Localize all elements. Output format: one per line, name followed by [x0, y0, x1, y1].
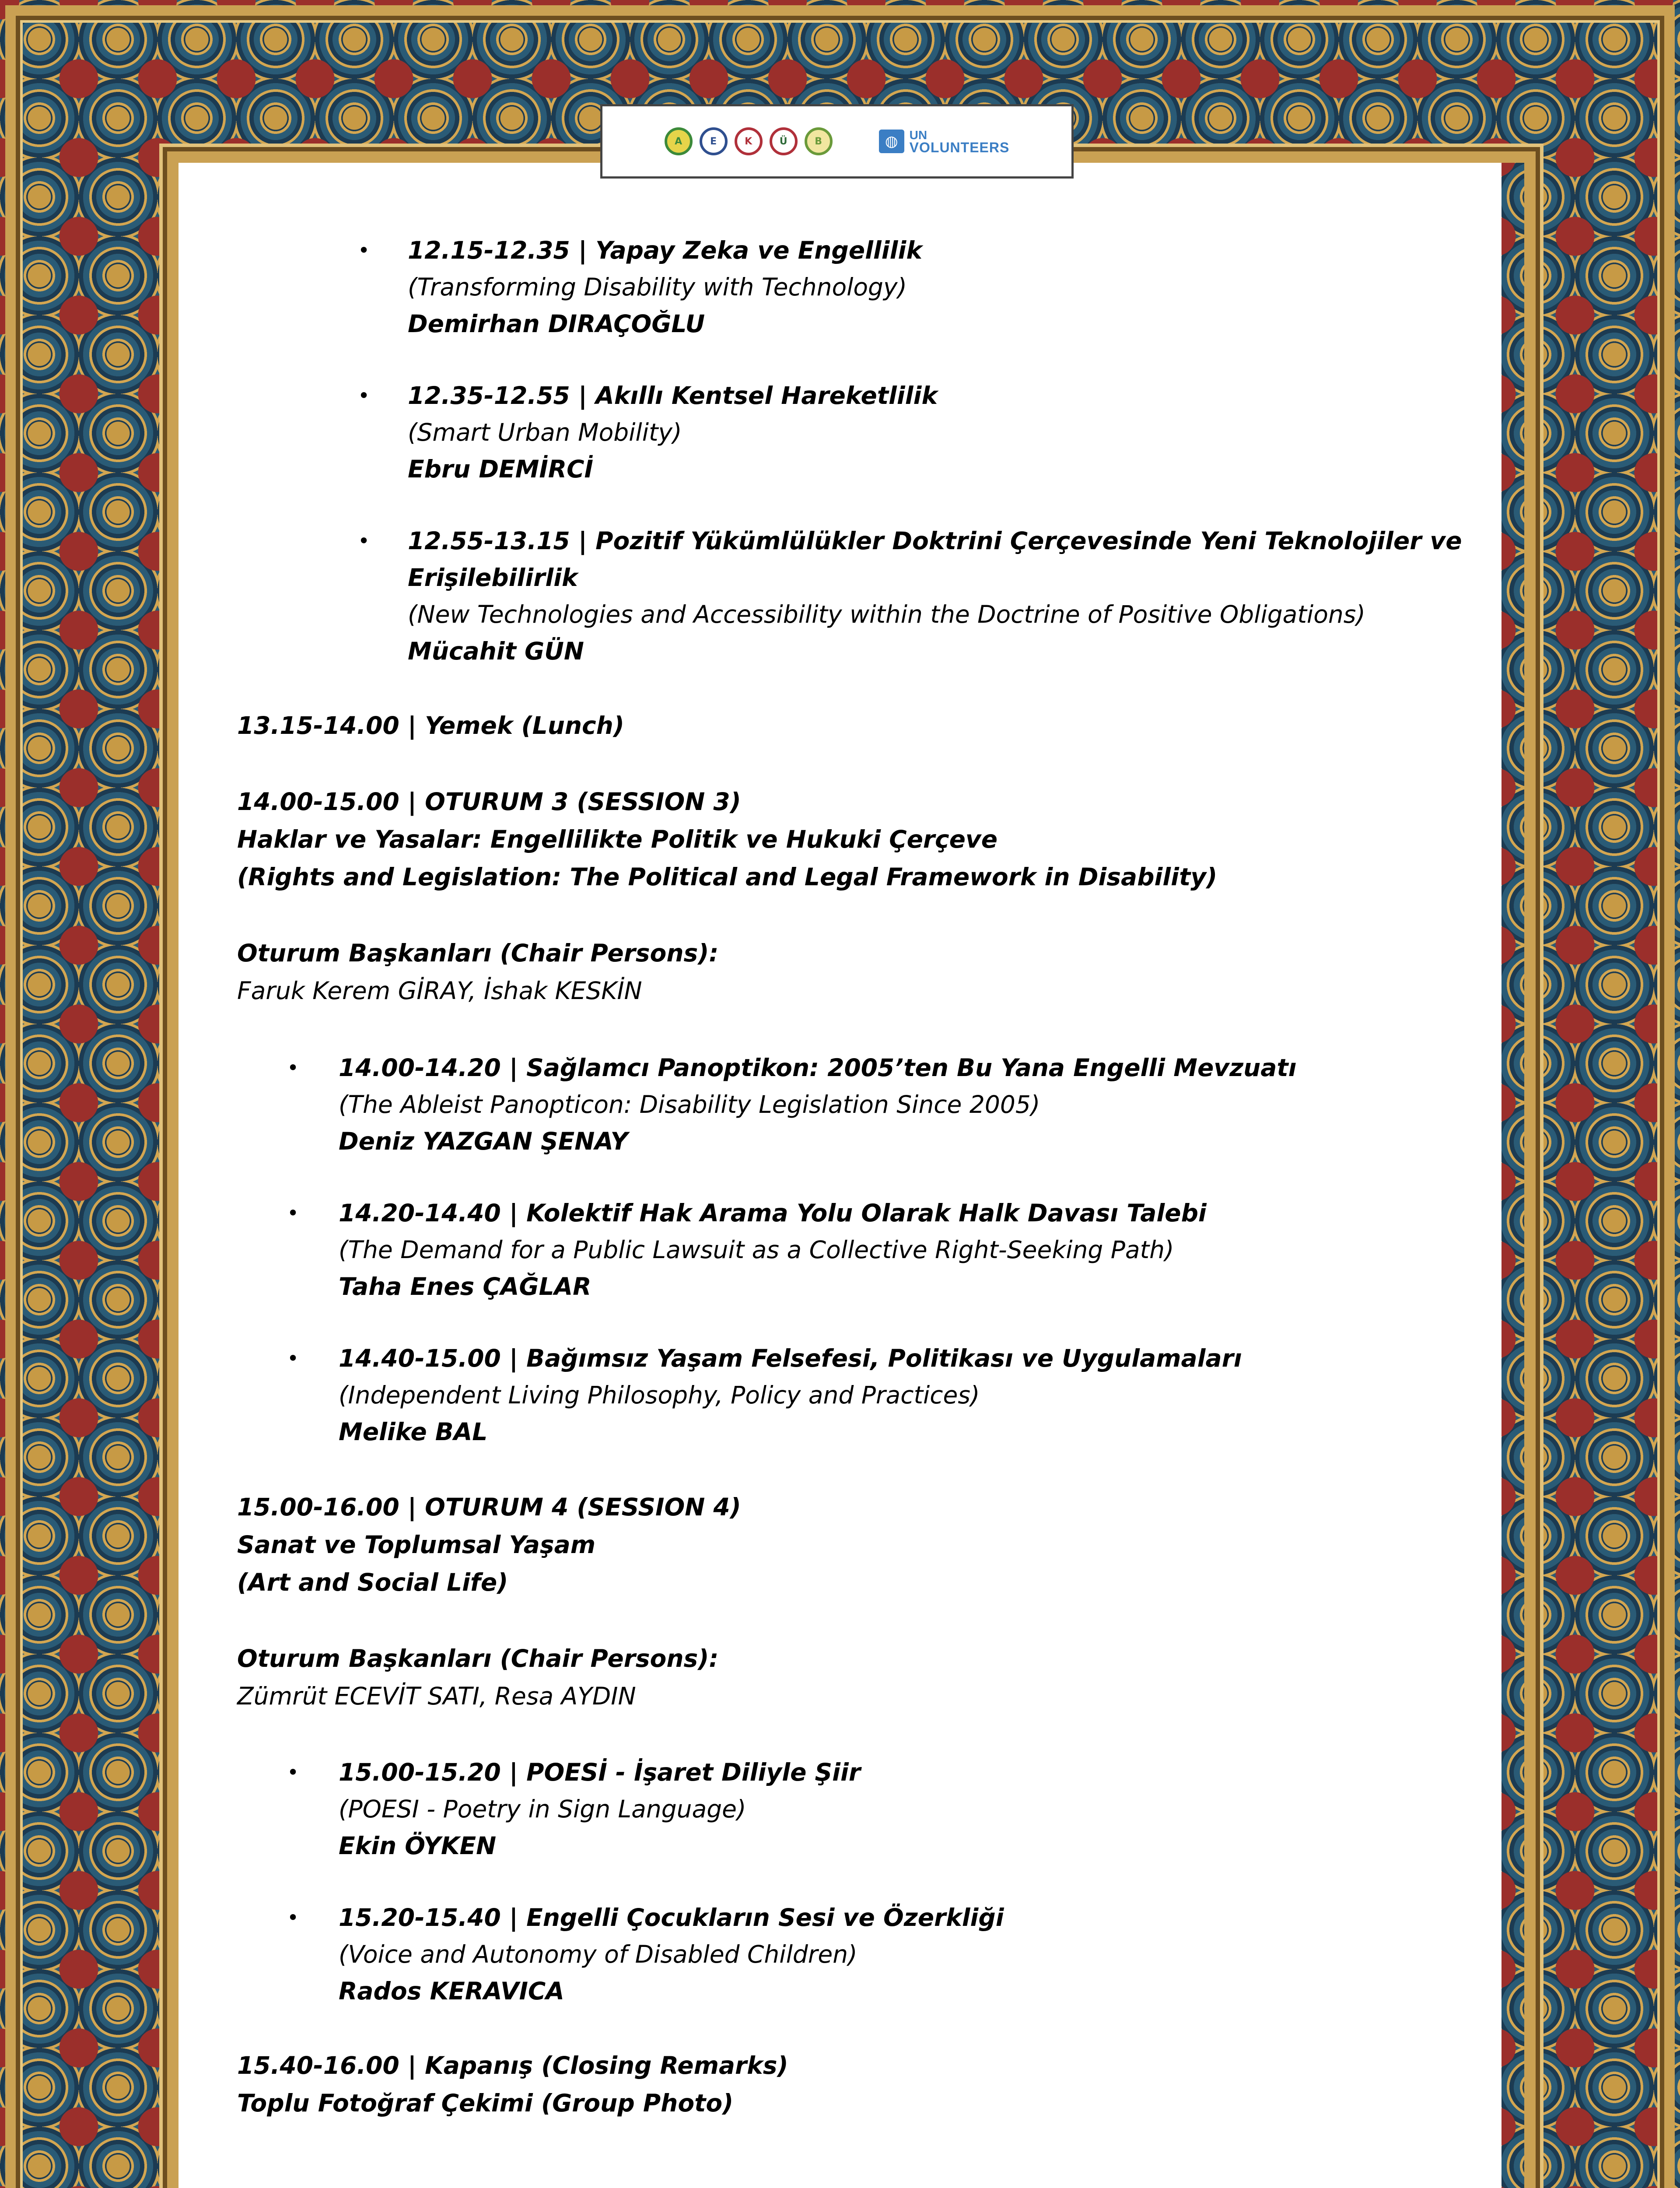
agenda-item-title-cont: Erişilebilirlik	[408, 564, 578, 592]
bullet: •	[358, 238, 370, 262]
agenda-item-english: (The Demand for a Public Lawsuit as a Collective Right-Seeking Path)	[339, 1236, 1174, 1264]
agenda-item-speaker: Taha Enes ÇAĞLAR	[339, 1273, 592, 1301]
agenda-item-title: 14.00-14.20 | Sağlamcı Panoptikon: 2005’ten Bu Yana Engelli Mevzuatı	[339, 1054, 1297, 1082]
bullet: •	[287, 1906, 299, 1929]
agenda-item-speaker: Deniz YAZGAN ŞENAY	[339, 1127, 628, 1155]
agenda-item-title: 14.20-14.40 | Kolektif Hak Arama Yolu Olarak Halk Davası Talebi	[339, 1199, 1207, 1227]
agenda-item-speaker: Ebru DEMİRCİ	[408, 455, 593, 483]
agenda-item-speaker: Melike BAL	[339, 1418, 488, 1446]
partner-logo-1: A	[665, 127, 693, 155]
agenda-item-english: (Smart Urban Mobility)	[408, 418, 682, 446]
bullet: •	[287, 1201, 299, 1225]
un-logo-line1: UN	[909, 128, 928, 142]
agenda-item-english: (The Ableist Panopticon: Disability Legislation Since 2005)	[339, 1090, 1040, 1119]
agenda-item-speaker: Mücahit GÜN	[408, 637, 584, 665]
session3-heading: 14.00-15.00 | OTURUM 3 (SESSION 3)	[237, 788, 741, 816]
agenda-item-speaker: Demirhan DIRAÇOĞLU	[408, 310, 705, 338]
session4-chairs: Zümrüt ECEVİT SATI, Resa AYDIN	[237, 1682, 636, 1710]
session4-title: Sanat ve Toplumsal Yaşam	[237, 1531, 596, 1559]
un-globe-icon: ◍	[879, 130, 904, 153]
agenda-item-title: 15.20-15.40 | Engelli Çocukların Sesi ve Özerkliği	[339, 1904, 1004, 1932]
bullet: •	[287, 1346, 299, 1370]
bullet: •	[358, 384, 370, 407]
partner-logo-3: K	[735, 127, 763, 155]
bullet: •	[287, 1760, 299, 1784]
partner-logo-2: E	[700, 127, 728, 155]
agenda-item-english: (New Technologies and Accessibility within the Doctrine of Positive Obligations)	[408, 600, 1365, 628]
session4-chairs-label: Oturum Başkanları (Chair Persons):	[237, 1645, 719, 1673]
agenda-item-english: (Voice and Autonomy of Disabled Children)	[339, 1940, 858, 1968]
closing-remarks: 15.40-16.00 | Kapanış (Closing Remarks)	[237, 2051, 788, 2079]
un-logo-line2: VOLUNTEERS	[909, 140, 1010, 155]
agenda-item-english: (Independent Living Philosophy, Policy and Practices)	[339, 1381, 980, 1409]
agenda-item-speaker: Rados KERAVICA	[339, 1977, 564, 2005]
agenda-item-title: 12.55-13.15 | Pozitif Yükümlülükler Doktrini Çerçevesinde Yeni Teknolojiler ve	[408, 527, 1462, 555]
bullet: •	[287, 1056, 299, 1080]
agenda-item-title: 14.40-15.00 | Bağımsız Yaşam Felsefesi, Politikası ve Uygulamaları	[339, 1344, 1242, 1372]
agenda-item-english: (POESI - Poetry in Sign Language)	[339, 1795, 746, 1823]
bullet: •	[358, 529, 370, 553]
session3-chairs: Faruk Kerem GİRAY, İshak KESKİN	[237, 977, 642, 1005]
partner-logo-4: Ü	[770, 127, 798, 155]
session4-subtitle: (Art and Social Life)	[237, 1568, 508, 1596]
session3-subtitle: (Rights and Legislation: The Political and Legal Framework in Disability)	[237, 863, 1218, 891]
agenda-item-speaker: Ekin ÖYKEN	[339, 1832, 497, 1860]
group-photo: Toplu Fotoğraf Çekimi (Group Photo)	[237, 2089, 734, 2117]
session3-title: Haklar ve Yasalar: Engellilikte Politik ve Hukuki Çerçeve	[237, 825, 998, 853]
session4-heading: 15.00-16.00 | OTURUM 4 (SESSION 4)	[237, 1493, 741, 1521]
agenda-item-english: (Transforming Disability with Technology)	[408, 273, 907, 301]
agenda-item-title: 12.15-12.35 | Yapay Zeka ve Engellilik	[408, 236, 922, 264]
agenda-item-title: 15.00-15.20 | POESİ - İşaret Diliyle Şiir	[339, 1758, 861, 1786]
agenda-item-title: 12.35-12.55 | Akıllı Kentsel Hareketlilik	[408, 382, 938, 410]
partner-logo-5: B	[805, 127, 833, 155]
session3-chairs-label: Oturum Başkanları (Chair Persons):	[237, 939, 719, 967]
lunch-break: 13.15-14.00 | Yemek (Lunch)	[237, 712, 624, 740]
